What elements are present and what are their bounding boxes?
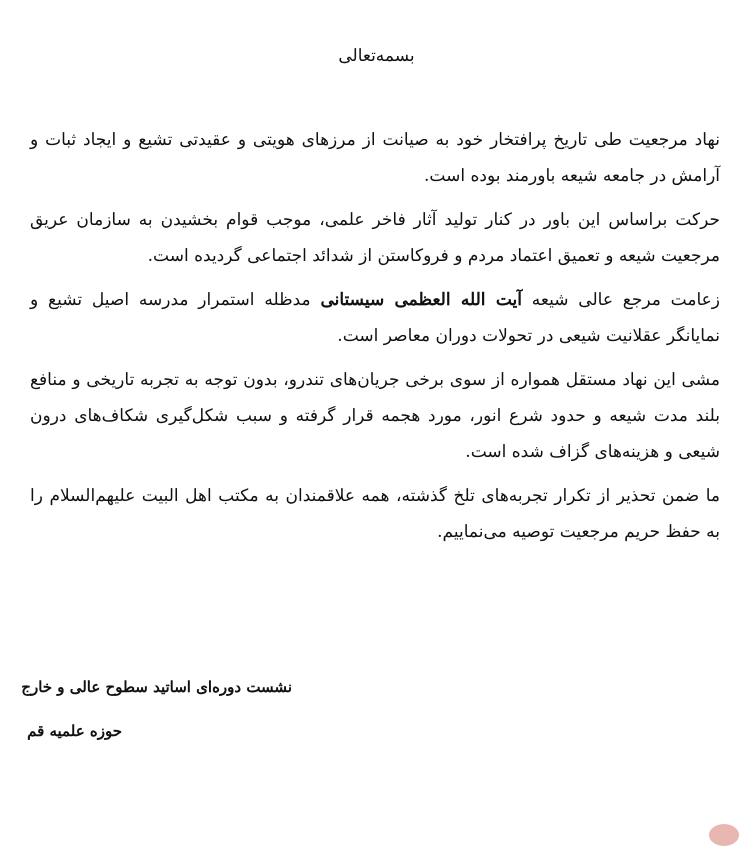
signature-line-1: نشست دوره‌ای اساتید سطوح عالی و خارج	[21, 678, 292, 696]
paragraph-2-text: حرکت براساس این باور در کنار تولید آثار فاخر علمی، موجب قوام بخشیدن به سازمان عریق مرجعیت شیعه و تعمیق اعتماد مردم و فروکاستن از شدائد اجتماعی گردیده است.	[30, 210, 720, 266]
paragraph-3-text-after: مدظله استمرار مدرسه اصیل تشیع و نمایانگر عقلانیت شیعی در تحولات دوران معاصر است.	[30, 290, 720, 346]
corner-decoration	[709, 824, 739, 846]
paragraph-4-text: مشی این نهاد مستقل همواره از سوی برخی جریان‌های تندرو، بدون توجه به تجربه تاریخی و منافع بلند مدت شیعه و حدود شرع انور، مورد هجمه قرار گرفته و سبب شکل‌گیری شکاف‌های درون شیعی و هزینه‌های گزاف شده است.	[30, 370, 720, 462]
paragraph-2	[30, 202, 720, 274]
paragraph-1	[30, 122, 720, 194]
paragraph-3-text-before: زعامت مرجع عالی شیعه	[522, 290, 720, 310]
basmala-heading: بسمه‌تعالی	[338, 46, 415, 66]
paragraph-5-text: ما ضمن تحذیر از تکرار تجربه‌های تلخ گذشته، همه علاقمندان به مکتب اهل البیت علیهم‌السلام را به حفظ حریم مرجعیت توصیه می‌نماییم.	[30, 486, 720, 542]
paragraph-5	[30, 478, 720, 550]
paragraph-1-text: نهاد مرجعیت طی تاریخ پرافتخار خود به صیانت از مرزهای هویتی و عقیدتی تشیع و ایجاد ثبات و آرامش در جامعه شیعه باورمند بوده است.	[30, 130, 720, 186]
paragraph-3	[30, 282, 720, 354]
signature-line-2: حوزه علمیه قم	[27, 722, 122, 740]
statement-body	[30, 122, 720, 558]
paragraph-4	[30, 362, 720, 470]
paragraph-3-bold-name: آیت الله العظمی سیستانی	[320, 290, 522, 310]
